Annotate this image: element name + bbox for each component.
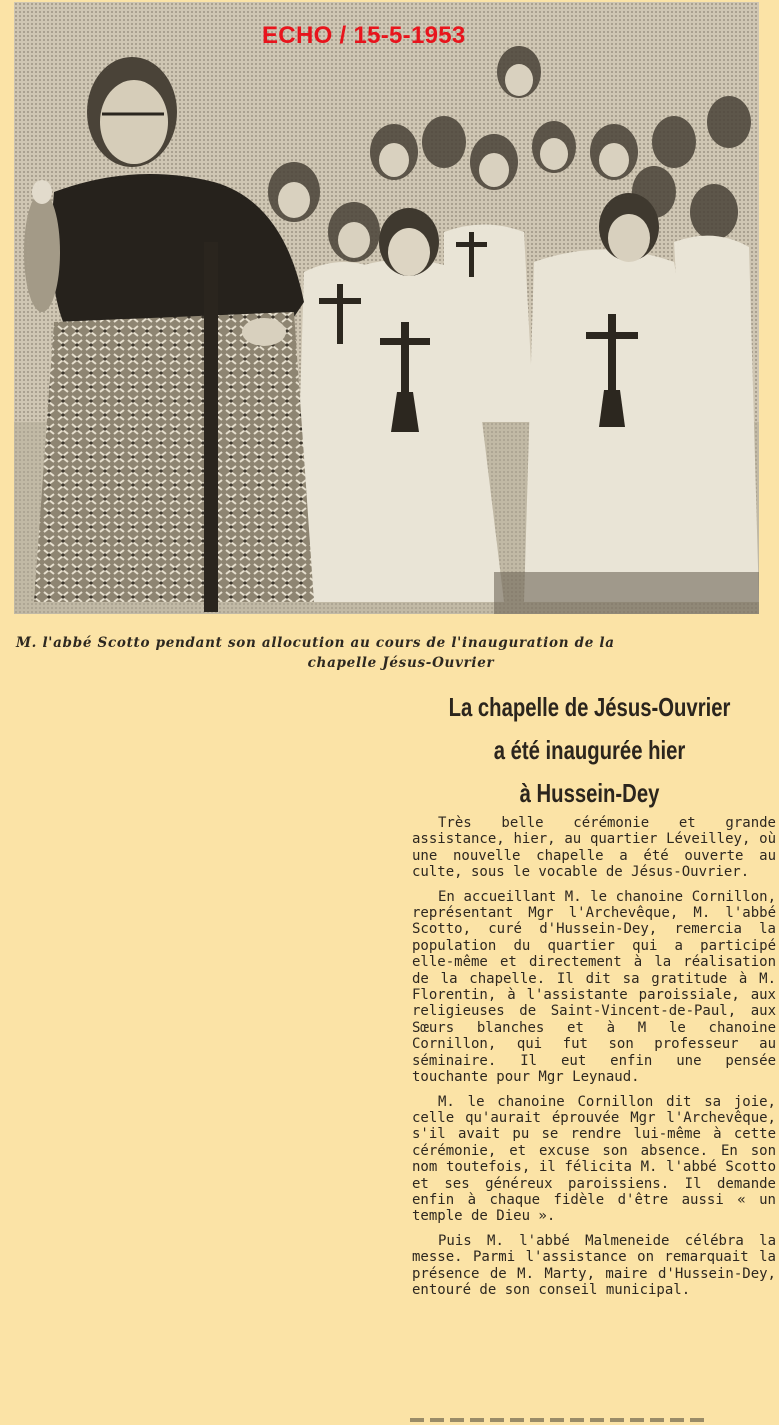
headline-line-1: La chapelle de Jésus-Ouvrier	[448, 692, 731, 722]
headline-line-2: a été inaugurée hier	[493, 735, 686, 765]
article-headline	[442, 686, 738, 815]
article-paragraph: En accueillant M. le chanoine Cornillon, représentant Mgr l'Archevêque, M. l'abbé Scotto, curé d'Hussein-Dey, remercia la population du quartier qui a participé elle-même et directement à la réalisation de la chapelle. Il dit sa gratitude à M. Florentin, à l'assistante paroissiale, aux religieuses de Saint-Vincent-de-Paul, aux Sœurs blanches et à M le chanoine Cornillon, qui fut son professeur au séminaire. Il eut enfin une pensée touchante pour Mgr Leynaud.	[412, 888, 776, 1086]
article-paragraph: Puis M. l'abbé Malmeneide célébra la messe. Parmi l'assistance on remarquait la présence de M. Marty, maire d'Hussein-Dey, entouré de son conseil municipal.	[412, 1232, 776, 1298]
column-end-rule	[410, 1418, 710, 1422]
photo-caption	[16, 633, 756, 673]
caption-line-2: chapelle Jésus-Ouvrier	[307, 655, 495, 671]
newspaper-photo	[14, 2, 759, 614]
headline-line-3: à Hussein-Dey	[519, 778, 660, 808]
caption-line-1: M. l'abbé Scotto pendant son allocution au cours de l'inauguration de la	[16, 635, 615, 651]
article-paragraph: Très belle cérémonie et grande assistance, hier, au quartier Léveilley, où une nouvelle chapelle a été ouverte au culte, sous le vocable de Jésus-Ouvrier.	[412, 815, 776, 881]
photo-illustration	[14, 2, 759, 614]
date-stamp: ECHO / 15-5-1953	[262, 22, 466, 49]
article-body	[412, 815, 776, 1306]
article-paragraph: M. le chanoine Cornillon dit sa joie, celle qu'aurait éprouvée Mgr l'Archevêque, s'il avait pu se rendre lui-même à cette cérémonie, et excuse son absence. En son nom toutefois, il félicita M. l'abbé Scotto et ses généreux paroissiens. Il demande enfin à chaque fidèle d'être aussi « un temple de Dieu ».	[412, 1093, 776, 1225]
